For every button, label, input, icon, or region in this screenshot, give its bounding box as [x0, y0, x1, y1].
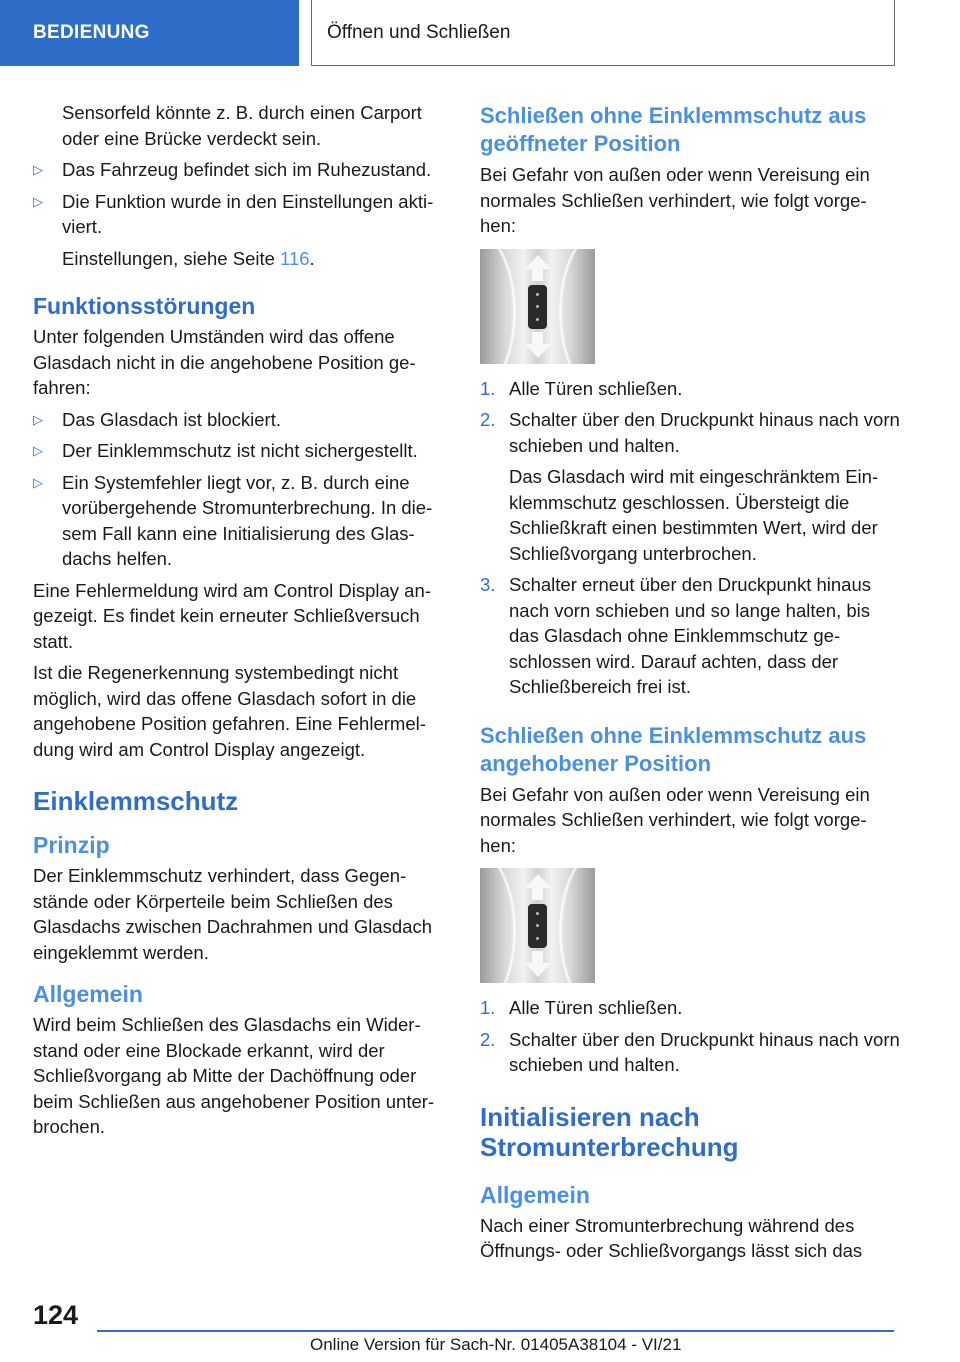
switch-icon — [528, 904, 547, 948]
list-item: 2. Schalter über den Druckpunkt hinaus nach vorn schieben und halten. — [480, 409, 900, 456]
list-item: 2. Schalter über den Druckpunkt hinaus nach vorn schieben und halten. — [480, 1028, 900, 1075]
triangle-bullet-icon: ▷ — [33, 474, 43, 490]
right-column — [480, 100, 900, 1270]
list-item: ▷ Das Glasdach ist blockiert. — [33, 407, 448, 433]
paragraph: Nach einer Stromunterbrechung während des Öffnungs- oder Schließvorgangs lässt sich das — [480, 1214, 863, 1261]
list-item: ▷ Das Fahrzeug befindet sich im Ruhezustand. — [33, 157, 448, 183]
paragraph: Ist die Regenerkennung systembedingt nicht möglich, wird das offene Glasdach sofort in die angehobene Position gefahren. Eine Fehlermel‐dung wird am Control Display angezeigt. — [33, 662, 426, 760]
left-column — [33, 100, 448, 1146]
paragraph: Wird beim Schließen des Glasdachs ein Wider‐stand oder eine Blockade erkannt, wird der Schließvorgang ab Mitte der Dachöffnung oder beim Schließen aus angehobener Position unter‐brochen. — [33, 1014, 435, 1137]
heading-general: Allgemein — [480, 1181, 590, 1208]
triangle-bullet-icon: ▷ — [33, 193, 43, 209]
section-tab: BEDIENUNG — [0, 0, 299, 66]
footer-online-version: Online Version für Sach-Nr. 01405A38104 - VI/21 — [310, 1335, 682, 1354]
heading-principle: Prinzip — [33, 832, 110, 858]
arrow-down-icon — [525, 344, 551, 358]
list-item: ▷ Ein Systemfehler liegt vor, z. B. durch eine vorübergehende Stromunterbrechung. In die‐sem Fall kann eine Initialisierung des Glas‐dachs helfen. — [33, 471, 433, 569]
heading-initialize: Initialisieren nach Stromunterbrechung — [480, 1101, 739, 1162]
heading-close-raised-position: Schließen ohne Einklemmschutz aus angehobener Position — [480, 722, 867, 776]
list-item: 1. Alle Türen schließen. — [480, 377, 683, 399]
chapter-title — [311, 0, 895, 66]
heading-malfunctions: Funktionsstörungen — [33, 293, 256, 319]
heading-close-open-position: Schließen ohne Einklemmschutz aus geöffneter Position — [480, 103, 867, 156]
list-item: 3. Schalter erneut über den Druckpunkt hinaus nach vorn schieben und so lange halten, bis das Glasdach ohne Einklemmschutz ge‐schlossen wird. Darauf achten, dass der Schließbereich frei ist. — [480, 574, 871, 697]
triangle-bullet-icon: ▷ — [33, 443, 43, 458]
paragraph: Bei Gefahr von außen oder wenn Vereisung ein normales Schließen verhindert, wie folgt vorge‐hen: — [480, 783, 870, 856]
roof-switch-image — [480, 249, 595, 364]
paragraph: Unter folgenden Umständen wird das offene Glasdach nicht in die angehobene Position ge‐fahren: — [33, 326, 416, 398]
arrow-down-icon — [525, 963, 551, 977]
page-number: 124 — [33, 1300, 79, 1330]
list-item: 1. Alle Türen schließen. — [480, 997, 683, 1018]
chapter-title-text: Öffnen und Schließen — [327, 21, 511, 43]
arrow-up-icon — [525, 874, 551, 888]
list-item: ▷ Die Funktion wurde in den Einstellungen akti‐viert. — [33, 190, 434, 237]
heading-pinch-protection: Einklemmschutz — [33, 786, 239, 816]
switch-icon — [528, 285, 547, 329]
continued-text: Sensorfeld könnte z. B. durch einen Carport oder eine Brücke verdeckt sein. — [62, 102, 422, 149]
settings-reference: Einstellungen, siehe Seite 116. — [62, 247, 315, 269]
page-link[interactable]: 116 — [280, 247, 310, 269]
step-note: Das Glasdach wird mit eingeschränktem Ein‐klemmschutz geschlossen. Übersteigt die Schließkraft einen bestimmten Wert, wird der Schließvorgang unterbrochen. — [509, 466, 879, 564]
triangle-bullet-icon: ▷ — [33, 411, 43, 427]
triangle-bullet-icon: ▷ — [33, 162, 43, 177]
paragraph: Der Einklemmschutz verhindert, dass Gegen‐stände oder Körperteile beim Schließen des Glasdachs zwischen Dachrahmen und Glasdach eingeklemmt werden. — [33, 865, 432, 963]
roof-switch-image — [480, 868, 595, 983]
paragraph: Eine Fehlermeldung wird am Control Display an‐gezeigt. Es findet kein erneuter Schließversuch statt. — [33, 579, 431, 652]
footer-divider — [97, 1330, 894, 1332]
arrow-up-icon — [525, 255, 551, 269]
heading-general: Allgemein — [33, 981, 143, 1007]
paragraph: Bei Gefahr von außen oder wenn Vereisung ein normales Schließen verhindert, wie folgt vorge‐hen: — [480, 164, 870, 236]
list-item: ▷ Der Einklemmschutz ist nicht sichergestellt. — [33, 438, 448, 464]
